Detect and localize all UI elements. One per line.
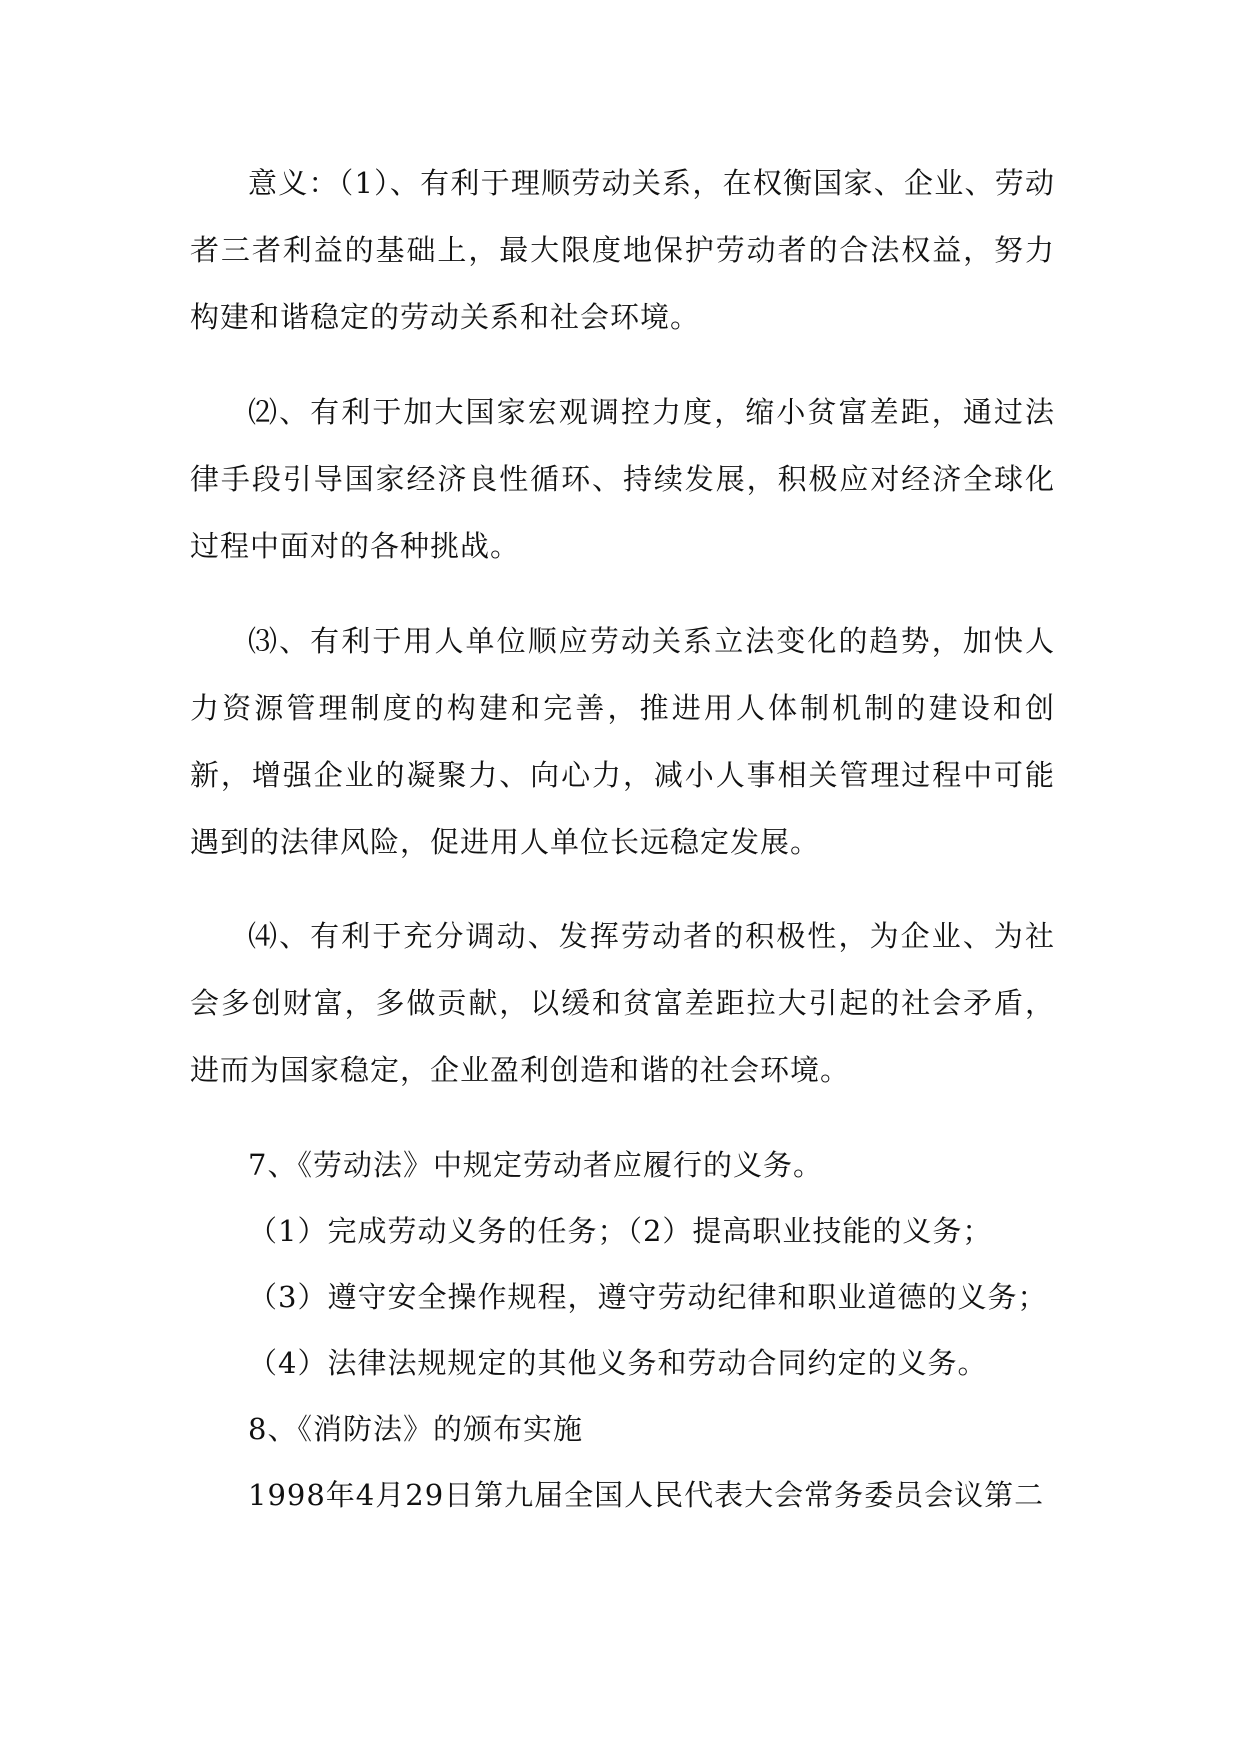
list-item-duties-1-2: （1）完成劳动义务的任务；（2）提高职业技能的义务；: [248, 1214, 993, 1248]
paragraph-significance-1: 意义：（1）、有利于理顺劳动关系，在权衡国家、企业、劳动者三者利益的基础上，最大限度地保护劳动者的合法权益，努力构建和谐稳定的劳动关系和社会环境。: [190, 166, 1055, 334]
list-item-duty-4: （4）法律法规规定的其他义务和劳动合同约定的义务。: [248, 1346, 988, 1380]
paragraph-significance-3: ⑶、有利于用人单位顺应劳动关系立法变化的趋势，加快人力资源管理制度的构建和完善，推进用人体制机制的建设和创新，增强企业的凝聚力、向心力，减小人事相关管理过程中可能遇到的法律风险，促进用人单位长远稳定发展。: [190, 624, 1055, 859]
paragraph-significance-4: ⑷、有利于充分调动、发挥劳动者的积极性，为企业、为社会多创财富，多做贡献，以缓和贫富差距拉大引起的社会矛盾，进而为国家稳定，企业盈利创造和谐的社会环境。: [190, 919, 1055, 1087]
list-item-duty-3: （3）遵守安全操作规程，遵守劳动纪律和职业道德的义务；: [248, 1280, 1048, 1314]
heading-labor-law-duties: 7、《劳动法》中规定劳动者应履行的义务。: [248, 1148, 823, 1182]
paragraph-fire-law-date: 1998年4月29日第九届全国人民代表大会常务委员会议第二: [248, 1478, 1045, 1512]
heading-fire-law: 8、《消防法》的颁布实施: [248, 1412, 583, 1446]
paragraph-significance-2: ⑵、有利于加大国家宏观调控力度，缩小贫富差距，通过法律手段引导国家经济良性循环、持续发展，积极应对经济全球化过程中面对的各种挑战。: [190, 395, 1055, 563]
